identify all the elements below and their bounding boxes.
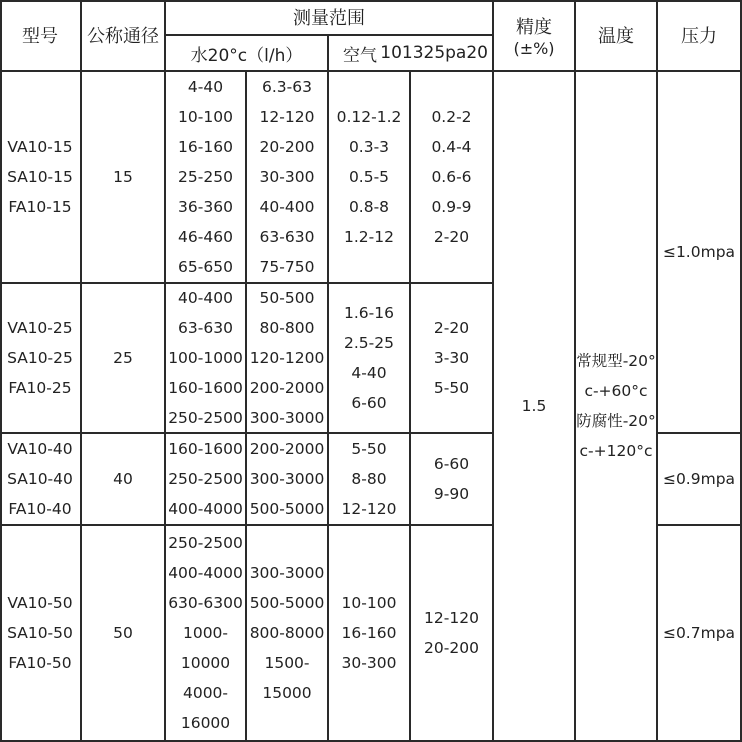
model-name: SA10-50 (7, 624, 73, 642)
range-value: 6.3-63 (262, 78, 312, 96)
range-value: 75-750 (259, 258, 315, 276)
range-value: 0.8-8 (348, 198, 390, 216)
range-value: 46-460 (178, 228, 233, 246)
range-value: 300-3000 (249, 409, 325, 427)
row-15-dn: 15 (82, 72, 166, 284)
row-40-models (0, 434, 82, 526)
temperature-value (576, 72, 658, 742)
range-value: 0.5-5 (348, 168, 390, 186)
range-value: 16-160 (178, 138, 233, 156)
model-name: FA10-15 (8, 198, 72, 216)
model-name: VA10-25 (7, 319, 73, 337)
range-value: 0.9-9 (431, 198, 472, 216)
model-name: FA10-25 (8, 379, 72, 397)
accuracy-value: 1.5 (494, 72, 576, 742)
range-value: 0.2-2 (431, 108, 472, 126)
range-value: 10-100 (178, 108, 233, 126)
range-value: 630-6300 (168, 594, 243, 612)
range-value: 3-30 (433, 349, 470, 367)
pressure-value-1: ≤1.0mpa (658, 72, 742, 434)
range-value: 15000 (262, 684, 312, 702)
row-25-models (0, 284, 82, 434)
range-value: 16000 (180, 714, 231, 732)
model-name: FA10-40 (8, 500, 72, 518)
row-15-water-a (166, 72, 247, 284)
header-air: 空气 (343, 45, 377, 66)
range-value: 80-800 (259, 319, 315, 337)
range-value: 300-3000 (249, 564, 325, 582)
range-value: 20-200 (424, 639, 479, 657)
range-value: 30-300 (341, 654, 397, 672)
header-accuracy-unit: (±%) (513, 38, 555, 58)
range-value: 8-80 (351, 470, 387, 488)
header-nominal-diameter: 公称通径 (82, 0, 166, 72)
range-value: 5-50 (351, 440, 387, 458)
row-15-air-b (411, 72, 494, 284)
range-value: 63-630 (259, 228, 315, 246)
range-value: 800-8000 (249, 624, 325, 642)
model-name: SA10-15 (7, 168, 73, 186)
range-value: 9-90 (433, 485, 470, 503)
range-value: 160-1600 (168, 379, 243, 397)
row-40-water-b (247, 434, 329, 526)
model-name: VA10-50 (7, 594, 73, 612)
range-value: 36-360 (178, 198, 233, 216)
range-value: 50-500 (259, 289, 315, 307)
range-value: 200-2000 (249, 440, 325, 458)
temperature-line: 常规型-20° (576, 352, 656, 370)
model-name: SA10-25 (7, 349, 73, 367)
range-value: 120-1200 (249, 349, 325, 367)
range-value: 6-60 (433, 455, 470, 473)
range-value: 500-5000 (249, 500, 325, 518)
range-value: 1500- (264, 654, 310, 672)
row-15-models (0, 72, 82, 284)
header-air-group (329, 36, 494, 72)
range-value: 2-20 (433, 228, 470, 246)
model-name: VA10-40 (7, 440, 73, 458)
range-value: 2.5-25 (344, 334, 394, 352)
row-40-air-a (329, 434, 411, 526)
row-40-air-b (411, 434, 494, 526)
pressure-value-2: ≤0.9mpa (658, 434, 742, 526)
row-15-air-a (329, 72, 411, 284)
temperature-line: c-+120°c (579, 442, 653, 460)
model-name: VA10-15 (7, 138, 73, 156)
range-value: 4000- (182, 684, 229, 702)
range-value: 500-5000 (249, 594, 325, 612)
model-name: SA10-40 (7, 470, 73, 488)
range-value: 5-50 (433, 379, 470, 397)
row-50-dn: 50 (82, 526, 166, 742)
range-value: 1.2-12 (344, 228, 394, 246)
row-50-water-b (247, 526, 329, 742)
range-value: 30-300 (259, 168, 315, 186)
range-value: 400-4000 (168, 564, 243, 582)
range-value: 0.12-1.2 (336, 108, 402, 126)
row-40-water-a (166, 434, 247, 526)
row-50-models (0, 526, 82, 742)
range-value: 6-60 (351, 394, 387, 412)
range-value: 63-630 (178, 319, 233, 337)
row-50-air-b (411, 526, 494, 742)
range-value: 4-40 (351, 364, 387, 382)
range-value: 160-1600 (168, 440, 243, 458)
range-value: 4-40 (187, 78, 224, 96)
range-value: 12-120 (259, 108, 315, 126)
header-temperature: 温度 (576, 0, 658, 72)
row-25-dn: 25 (82, 284, 166, 434)
range-value: 1000- (182, 624, 229, 642)
range-value: 40-400 (259, 198, 315, 216)
temperature-line: 防腐性-20° (576, 412, 656, 430)
header-accuracy-label: 精度 (516, 16, 552, 38)
row-15-water-b (247, 72, 329, 284)
range-value: 400-4000 (168, 500, 243, 518)
range-value: 12-120 (341, 500, 397, 518)
range-value: 10-100 (341, 594, 397, 612)
range-value: 65-650 (178, 258, 233, 276)
range-value: 300-3000 (249, 470, 325, 488)
pressure-value-3: ≤0.7mpa (658, 526, 742, 742)
range-value: 20-200 (259, 138, 315, 156)
range-value: 12-120 (424, 609, 479, 627)
range-value: 2-20 (433, 319, 470, 337)
row-40-dn: 40 (82, 434, 166, 526)
row-25-water-b (247, 284, 329, 434)
range-value: 10000 (180, 654, 231, 672)
range-value: 0.3-3 (348, 138, 390, 156)
temperature-line: c-+60°c (584, 382, 648, 400)
range-value: 250-2500 (168, 409, 243, 427)
range-value: 100-1000 (168, 349, 243, 367)
range-value: 250-2500 (168, 470, 243, 488)
model-name: FA10-50 (8, 654, 72, 672)
range-value: 0.4-4 (431, 138, 472, 156)
header-accuracy (494, 0, 576, 72)
row-50-water-a (166, 526, 247, 742)
row-50-air-a (329, 526, 411, 742)
row-25-air-a (329, 284, 411, 434)
header-model: 型号 (0, 0, 82, 72)
range-value: 250-2500 (168, 534, 243, 552)
header-air-condition: 101325pa20 (380, 43, 488, 63)
header-pressure: 压力 (658, 0, 742, 72)
range-value: 200-2000 (249, 379, 325, 397)
header-range: 测量范围 (166, 0, 494, 36)
range-value: 1.6-16 (344, 304, 394, 322)
row-25-air-b (411, 284, 494, 434)
range-value: 40-400 (178, 289, 233, 307)
range-value: 0.6-6 (431, 168, 472, 186)
range-value: 16-160 (341, 624, 397, 642)
row-25-water-a (166, 284, 247, 434)
range-value: 25-250 (178, 168, 233, 186)
header-water: 水20°c（l/h） (166, 36, 329, 72)
